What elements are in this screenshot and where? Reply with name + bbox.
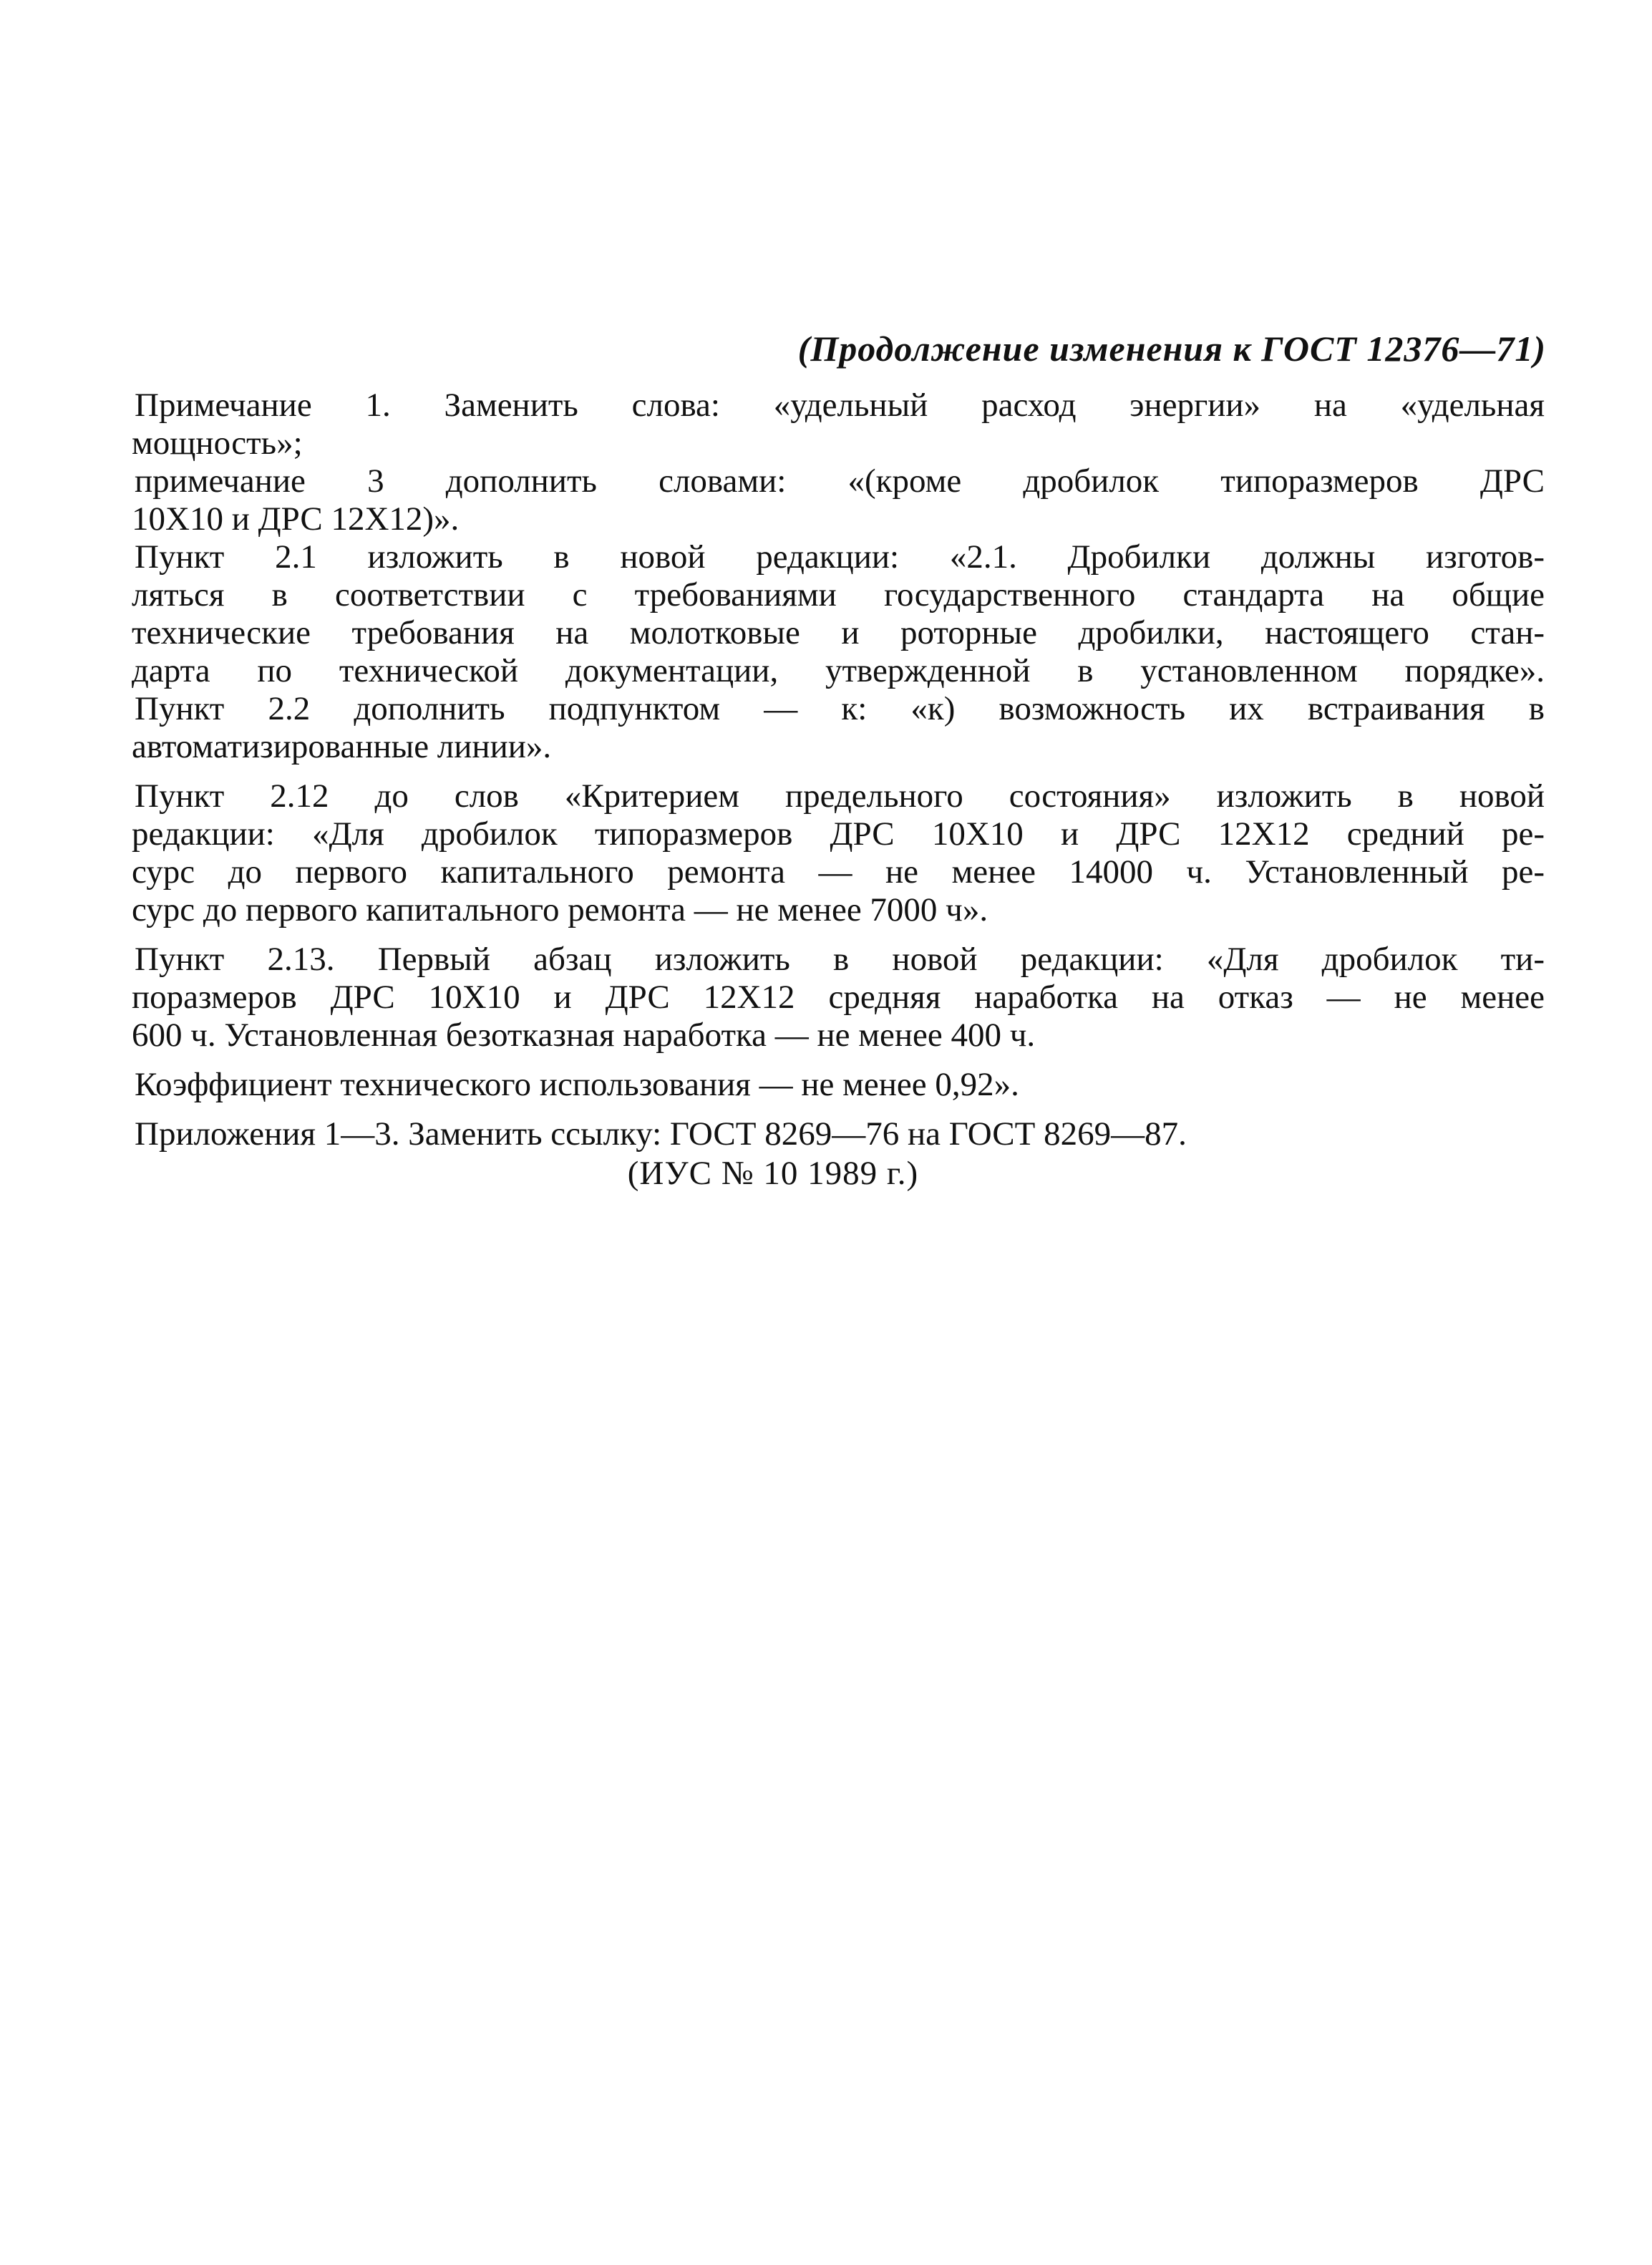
text-line: 10X10 и ДРС 12X12)».	[132, 500, 460, 538]
document-body	[132, 387, 1545, 1153]
text-line: технические требования на молотковые и роторные дробилки, настоящего стан-	[132, 614, 1545, 651]
text-line: мощность»;	[132, 425, 303, 462]
text-line: Пункт 2.1 изложить в новой редакции: «2.1. Дробилки должны изготов-	[135, 538, 1545, 576]
page-header: (Продолжение изменения к ГОСТ 12376—71)	[797, 329, 1546, 369]
text-line: автоматизированные линии».	[132, 728, 552, 765]
text-line: ляться в соответствии с требованиями государственного стандарта на общие	[132, 576, 1545, 613]
text-line: сурс до первого капитального ремонта — не менее 7000 ч».	[132, 891, 988, 928]
text-line: Приложения 1—3. Заменить ссылку: ГОСТ 8269—76 на ГОСТ 8269—87.	[135, 1115, 1187, 1153]
text-line: Пункт 2.2 дополнить подпунктом — к: «к) возможность их встраивания в	[135, 690, 1545, 727]
text-line: поразмеров ДРС 10X10 и ДРС 12X12 средняя наработка на отказ — не менее	[132, 979, 1545, 1016]
text-line: примечание 3 дополнить словами: «(кроме дробилок типоразмеров ДРС	[135, 462, 1545, 500]
text-line: сурс до первого капитального ремонта — не менее 14000 ч. Установленный ре-	[132, 853, 1545, 891]
text-line: Примечание 1. Заменить слова: «удельный расход энергии» на «удельная	[135, 387, 1545, 424]
text-line: дарта по технической документации, утвержденной в установленном порядке».	[132, 652, 1545, 689]
text-line: редакции: «Для дробилок типоразмеров ДРС 10X10 и ДРС 12X12 средний ре-	[132, 815, 1545, 853]
text-line: 600 ч. Установленная безотказная наработка — не менее 400 ч.	[132, 1017, 1036, 1054]
page-footer-reference: (ИУС № 10 1989 г.)	[627, 1155, 919, 1192]
text-line: Коэффициент технического использования — не менее 0,92».	[135, 1066, 1019, 1103]
text-line: Пункт 2.13. Первый абзац изложить в новой редакции: «Для дробилок ти-	[135, 941, 1545, 978]
text-line: Пункт 2.12 до слов «Критерием предельного состояния» изложить в новой	[135, 777, 1545, 815]
